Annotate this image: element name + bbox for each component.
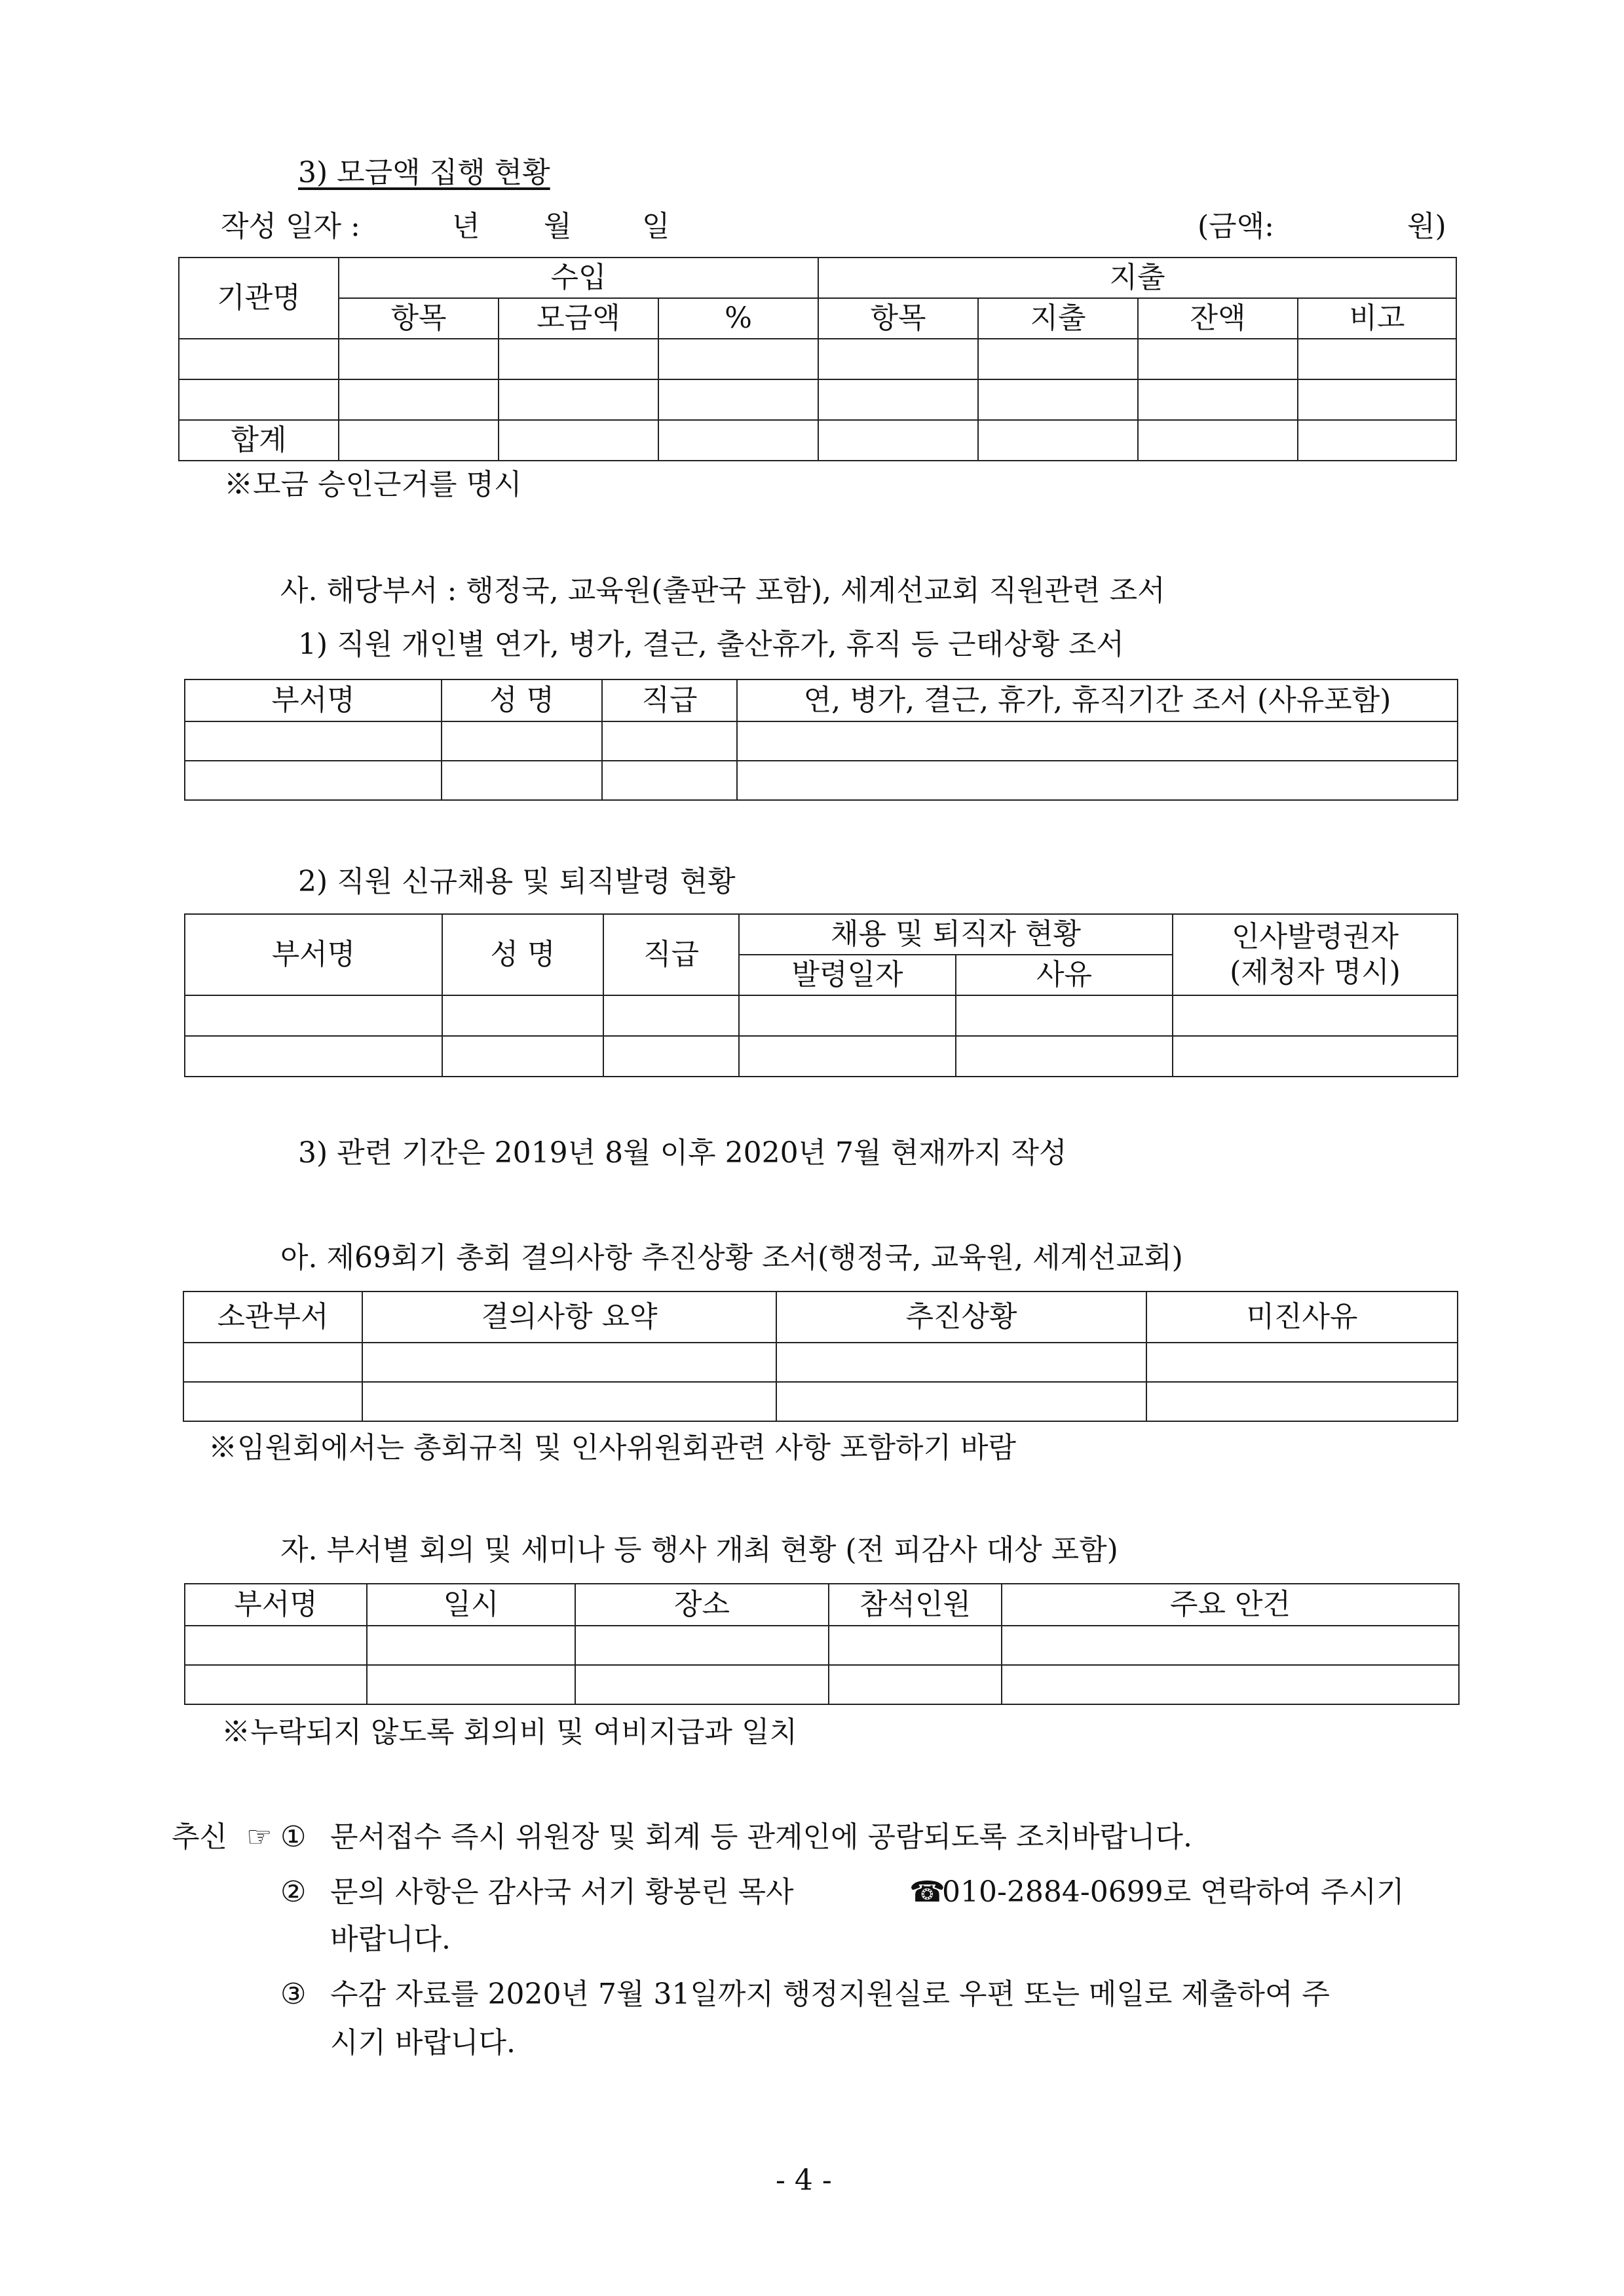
fund-amount-label: (금액: xyxy=(1198,210,1274,243)
table-cell[interactable] xyxy=(185,1665,367,1704)
footer-label: 추신 xyxy=(172,1820,228,1854)
t1-col-rank: 직급 xyxy=(602,679,737,721)
fund-date-month: 월 xyxy=(544,210,572,243)
footer-item-2c: 바랍니다. xyxy=(330,1923,451,1956)
fund-col-income: 수입 xyxy=(339,258,818,298)
table-cell[interactable] xyxy=(818,339,978,379)
footer-num-1: ① xyxy=(280,1820,307,1854)
table-cell[interactable] xyxy=(658,379,818,420)
table-cell[interactable] xyxy=(1138,379,1298,420)
t2-col-authority xyxy=(1173,914,1458,995)
table-cell[interactable] xyxy=(818,379,978,420)
table-row xyxy=(185,1036,1458,1077)
table-cell[interactable] xyxy=(1146,1343,1458,1382)
footer-item-2b: 010-2884-0699로 연락하여 주시기 xyxy=(942,1875,1405,1909)
table-cell[interactable] xyxy=(442,721,602,761)
table-cell[interactable] xyxy=(1002,1665,1459,1704)
t4-col-attendees: 참석인원 xyxy=(829,1584,1002,1626)
fund-sub-item2: 항목 xyxy=(818,298,978,339)
t2-col-reason: 사유 xyxy=(956,955,1173,995)
table-row xyxy=(183,1382,1458,1421)
table-cell[interactable] xyxy=(442,761,602,800)
fund-date-label: 작성 일자 : xyxy=(221,210,360,243)
table-cell[interactable] xyxy=(1173,1036,1458,1077)
t3-col-summary: 결의사항 요약 xyxy=(362,1292,776,1343)
table-cell[interactable] xyxy=(442,995,603,1036)
t2-authority-line2: (제청자 명시) xyxy=(1230,955,1401,989)
fund-sub-expense: 지출 xyxy=(978,298,1138,339)
table-cell[interactable] xyxy=(829,1665,1002,1704)
table-cell[interactable] xyxy=(603,995,739,1036)
t1-col-dept: 부서명 xyxy=(185,679,442,721)
table-cell[interactable] xyxy=(978,379,1138,420)
table-cell[interactable] xyxy=(956,1036,1173,1077)
table-row-total xyxy=(179,420,1456,461)
t4-col-dept: 부서명 xyxy=(185,1584,367,1626)
fund-sub-item: 항목 xyxy=(339,298,499,339)
footer-item-1: 문서접수 즉시 위원장 및 회계 등 관계인에 공람되도록 조치바랍니다. xyxy=(330,1820,1192,1854)
t2-col-name: 성 명 xyxy=(442,914,603,995)
sa-heading: 사. 해당부서 : 행정국, 교육원(출판국 포함), 세계선교회 직원관련 조서 xyxy=(280,574,1165,607)
t2-authority-line1: 인사발령권자 xyxy=(1231,920,1399,953)
table-cell[interactable] xyxy=(737,721,1458,761)
table-cell[interactable] xyxy=(367,1665,575,1704)
table-cell[interactable] xyxy=(776,1382,1146,1421)
hiring-table xyxy=(184,913,1458,1077)
ah-note: ※임원회에서는 총회규칙 및 인사위원회관련 사항 포함하기 바람 xyxy=(208,1431,1017,1464)
fund-sub-amount: 모금액 xyxy=(499,298,658,339)
table-cell[interactable] xyxy=(1138,420,1298,461)
table-row xyxy=(185,1626,1459,1665)
table-cell[interactable] xyxy=(602,761,737,800)
footer-item-3a: 수감 자료를 2020년 7월 31일까지 행정지원실로 우편 또는 메일로 제출하여 주 xyxy=(330,1978,1330,2011)
table-row xyxy=(185,1665,1459,1704)
table-cell[interactable] xyxy=(575,1665,829,1704)
footer-item-2a: 문의 사항은 감사국 서기 황봉린 목사 xyxy=(330,1875,794,1909)
table-cell[interactable] xyxy=(776,1343,1146,1382)
ja-note: ※누락되지 않도록 회의비 및 여비지급과 일치 xyxy=(221,1715,798,1749)
table-cell[interactable] xyxy=(1298,420,1456,461)
fund-heading: 3) 모금액 집행 현황 xyxy=(298,156,550,189)
t2-col-dept: 부서명 xyxy=(185,914,442,995)
table-cell[interactable] xyxy=(185,1036,442,1077)
t2-col-rank: 직급 xyxy=(603,914,739,995)
table-cell[interactable] xyxy=(339,339,499,379)
table-cell[interactable] xyxy=(362,1343,776,1382)
fund-col-expense: 지출 xyxy=(818,258,1456,298)
t3-col-dept: 소관부서 xyxy=(183,1292,362,1343)
table-cell[interactable] xyxy=(339,420,499,461)
fund-date-year: 년 xyxy=(452,210,480,243)
table-cell[interactable] xyxy=(185,1626,367,1665)
sa-sub1: 1) 직원 개인별 연가, 병가, 결근, 출산휴가, 휴직 등 근태상황 조서 xyxy=(298,628,1125,661)
table-cell[interactable] xyxy=(442,1036,603,1077)
t1-col-leave: 연, 병가, 결근, 휴가, 휴직기간 조서 (사유포함) xyxy=(737,679,1458,721)
fund-note: ※모금 승인근거를 명시 xyxy=(224,468,522,501)
table-cell[interactable] xyxy=(737,761,1458,800)
table-cell[interactable] xyxy=(1173,995,1458,1036)
sa-sub3: 3) 관련 기간은 2019년 8월 이후 2020년 7월 현재까지 작성 xyxy=(298,1136,1067,1170)
fund-sub-balance: 잔액 xyxy=(1138,298,1298,339)
fund-total-label: 합계 xyxy=(179,420,339,461)
fund-amount-unit: 원) xyxy=(1407,210,1446,243)
t4-col-place: 장소 xyxy=(575,1584,829,1626)
table-cell[interactable] xyxy=(179,379,339,420)
table-cell[interactable] xyxy=(185,761,442,800)
sa-sub2: 2) 직원 신규채용 및 퇴직발령 현황 xyxy=(298,865,736,898)
table-cell[interactable] xyxy=(1298,339,1456,379)
table-cell[interactable] xyxy=(185,721,442,761)
table-row xyxy=(179,379,1456,420)
table-cell[interactable] xyxy=(185,995,442,1036)
table-cell[interactable] xyxy=(499,379,658,420)
footer-num-2: ② xyxy=(280,1875,307,1909)
table-cell[interactable] xyxy=(602,721,737,761)
table-cell[interactable] xyxy=(739,995,956,1036)
table-cell[interactable] xyxy=(499,339,658,379)
fund-table xyxy=(178,257,1457,461)
table-cell[interactable] xyxy=(1298,379,1456,420)
table-cell[interactable] xyxy=(956,995,1173,1036)
table-cell[interactable] xyxy=(829,1626,1002,1665)
table-row xyxy=(185,721,1458,761)
table-cell[interactable] xyxy=(499,420,658,461)
table-cell[interactable] xyxy=(183,1343,362,1382)
table-cell[interactable] xyxy=(658,339,818,379)
table-cell[interactable] xyxy=(362,1382,776,1421)
table-cell[interactable] xyxy=(739,1036,956,1077)
table-cell[interactable] xyxy=(339,379,499,420)
ah-heading: 아. 제69회기 총회 결의사항 추진상황 조서(행정국, 교육원, 세계선교회) xyxy=(280,1241,1183,1274)
fund-sub-percent: % xyxy=(658,298,818,339)
page-number: - 4 - xyxy=(776,2164,832,2197)
table-row xyxy=(185,761,1458,800)
hand-point-icon: ☞ xyxy=(246,1820,273,1854)
table-cell[interactable] xyxy=(818,420,978,461)
table-cell[interactable] xyxy=(1146,1382,1458,1421)
table-cell[interactable] xyxy=(603,1036,739,1077)
ja-heading: 자. 부서별 회의 및 세미나 등 행사 개최 현황 (전 피감사 대상 포함) xyxy=(280,1533,1118,1567)
table-cell[interactable] xyxy=(183,1382,362,1421)
footer-num-3: ③ xyxy=(280,1978,307,2011)
phone-icon: ☎ xyxy=(909,1875,945,1909)
table-row xyxy=(179,339,1456,379)
table-row xyxy=(183,1343,1458,1382)
table-cell[interactable] xyxy=(179,339,339,379)
table-cell[interactable] xyxy=(978,420,1138,461)
fund-col-org: 기관명 xyxy=(179,258,339,339)
table-cell[interactable] xyxy=(658,420,818,461)
table-cell[interactable] xyxy=(1138,339,1298,379)
t1-col-name: 성 명 xyxy=(442,679,602,721)
fund-sub-remarks: 비고 xyxy=(1298,298,1456,339)
table-row xyxy=(185,995,1458,1036)
footer-item-3b: 시기 바랍니다. xyxy=(330,2026,516,2059)
t4-col-agenda: 주요 안건 xyxy=(1002,1584,1459,1626)
t2-col-group: 채용 및 퇴직자 현황 xyxy=(739,914,1173,955)
table-cell[interactable] xyxy=(978,339,1138,379)
t4-col-datetime: 일시 xyxy=(367,1584,575,1626)
table-cell[interactable] xyxy=(367,1626,575,1665)
t3-col-progress: 추진상황 xyxy=(776,1292,1146,1343)
fund-date-day: 일 xyxy=(642,210,670,243)
t3-col-reason: 미진사유 xyxy=(1146,1292,1458,1343)
meeting-table xyxy=(184,1583,1460,1705)
t2-col-date: 발령일자 xyxy=(739,955,956,995)
table-cell[interactable] xyxy=(575,1626,829,1665)
table-cell[interactable] xyxy=(1002,1626,1459,1665)
attendance-table xyxy=(184,679,1458,801)
resolution-table xyxy=(183,1291,1458,1422)
